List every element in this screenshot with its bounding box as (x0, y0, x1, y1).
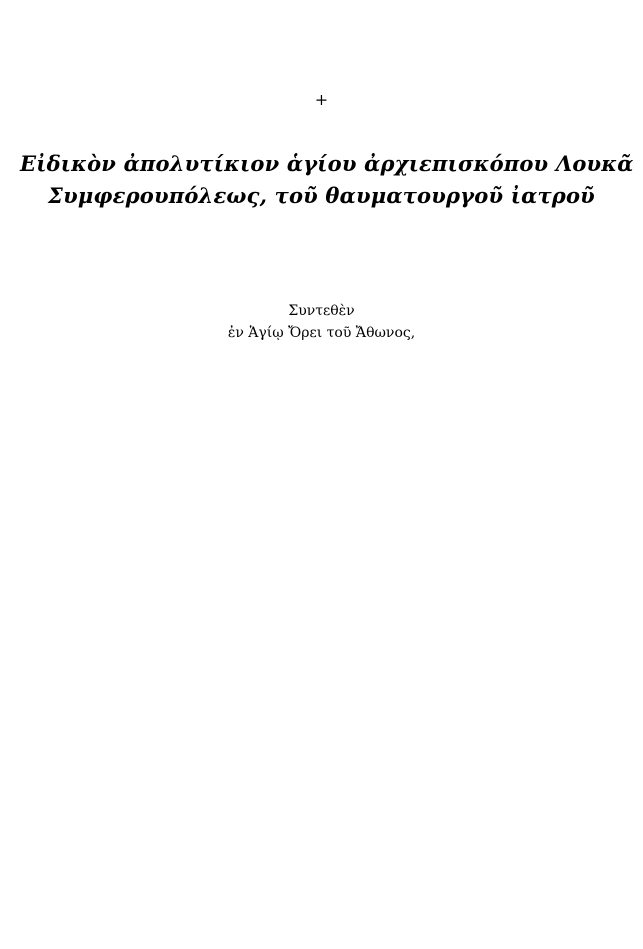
title-line-2: Συμφερουπόλεως, τοῦ θαυματουργοῦ ἰατροῦ (48, 183, 595, 208)
composition-note (0, 300, 643, 344)
composition-line-1: Συντεθὲν (288, 303, 355, 319)
document-title (20, 148, 634, 212)
composition-line-2: ἐν Ἁγίῳ Ὄρει τοῦ Ἄθωνος, (227, 325, 416, 341)
title-line-1: Εἰδικὸν ἀπολυτίκιον ἁγίου ἀρχιεπισκόπου Λουκᾶ (20, 151, 634, 176)
cross-symbol: + (314, 90, 329, 109)
